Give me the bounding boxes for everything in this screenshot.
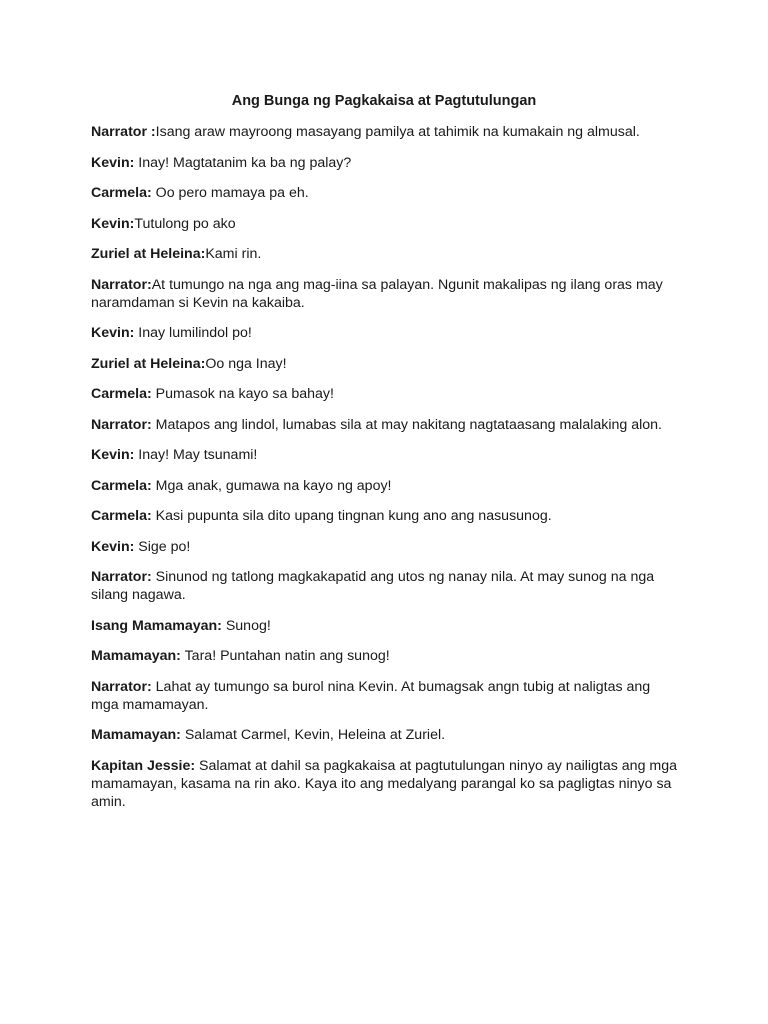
script-line — [91, 617, 681, 635]
speaker-name: Carmela: — [91, 386, 152, 402]
speaker-name: Kevin: — [91, 325, 135, 341]
speaker-name: Isang Mamamayan: — [91, 617, 222, 634]
line-text: Kasi pupunta sila dito upang tingnan kung ano ang nasusunog. — [151, 508, 552, 524]
line-text: Mga anak, gumawa na kayo ng apoy! — [151, 477, 392, 494]
speaker-name: Mamamayan: — [91, 727, 181, 743]
speaker-name: Carmela: — [91, 477, 152, 494]
line-text: Kami rin. — [205, 246, 262, 262]
line-text: Inay lumilindol po! — [134, 325, 252, 341]
speaker-name: Kevin: — [91, 538, 135, 555]
script-line — [91, 355, 681, 373]
line-text: Matapos ang lindol, lumabas sila at may nakitang nagtataasang malalaking alon. — [151, 416, 662, 433]
speaker-name: Narrator: — [91, 569, 152, 585]
line-text: Salamat Carmel, Kevin, Heleina at Zuriel. — [180, 727, 446, 743]
line-text: Sunog! — [221, 617, 271, 634]
speaker-name: Kevin: — [91, 447, 135, 463]
line-text: Oo pero mamaya pa eh. — [151, 185, 309, 201]
script-line — [91, 215, 681, 233]
script-line — [91, 276, 681, 312]
line-text: Inay! May tsunami! — [134, 447, 258, 463]
script-line — [91, 385, 681, 403]
script-line — [91, 123, 681, 141]
speaker-name: Narrator: — [91, 276, 152, 293]
line-text: Sige po! — [134, 538, 191, 555]
line-text: Lahat ay tumungo sa burol nina Kevin. At bumagsak angn tubig at naligtas ang mga mamamayan. — [91, 678, 651, 713]
line-text: Tara! Puntahan natin ang sunog! — [180, 648, 390, 664]
speaker-name: Kevin: — [91, 154, 135, 171]
line-text: Pumasok na kayo sa bahay! — [151, 386, 334, 402]
script-line — [91, 507, 681, 525]
script-line — [91, 726, 681, 744]
speaker-name: Mamamayan: — [91, 648, 181, 664]
speaker-name: Carmela: — [91, 508, 152, 524]
line-text: Tutulong po ako — [134, 215, 236, 232]
line-text: Sinunod ng tatlong magkakapatid ang utos ng nanay nila. At may sunog na nga silang nagawa. — [91, 569, 655, 603]
script-line — [91, 184, 681, 202]
script-line — [91, 757, 681, 811]
speaker-name: Kapitan Jessie: — [91, 757, 196, 774]
line-text: Isang araw mayroong masayang pamilya at tahimik na kumakain ng almusal. — [155, 124, 640, 140]
script-line — [91, 154, 681, 172]
speaker-name: Narrator: — [91, 416, 152, 433]
script-line — [91, 245, 681, 263]
speaker-name: Narrator: — [91, 678, 152, 695]
line-text: At tumungo na nga ang mag-iina sa palayan. Ngunit makalipas ng ilang oras may naramdaman si Kevin na kakaiba. — [91, 276, 663, 311]
line-text: Inay! Magtatanim ka ba ng palay? — [134, 154, 352, 171]
speaker-name: Zuriel at Heleina: — [91, 355, 206, 372]
script-line — [91, 678, 681, 714]
line-text: Oo nga Inay! — [205, 355, 287, 372]
script-lines — [91, 123, 681, 823]
speaker-name: Carmela: — [91, 185, 152, 201]
line-text: Salamat at dahil sa pagkakaisa at pagtutulungan ninyo ay nailigtas ang mga mamamayan, kasama na rin ako. Kaya ito ang medalyang parangal ko sa pagligtas ninyo sa amin. — [91, 757, 678, 810]
script-line — [91, 538, 681, 556]
speaker-name: Narrator : — [91, 124, 156, 140]
document-title: Ang Bunga ng Pagkakaisa at Pagtutulungan — [231, 93, 537, 109]
script-line — [91, 647, 681, 665]
script-line — [91, 446, 681, 464]
speaker-name: Zuriel at Heleina: — [91, 246, 206, 262]
script-line — [91, 324, 681, 342]
script-line — [91, 416, 681, 434]
script-line — [91, 477, 681, 495]
script-line — [91, 568, 681, 604]
speaker-name: Kevin: — [91, 215, 135, 232]
